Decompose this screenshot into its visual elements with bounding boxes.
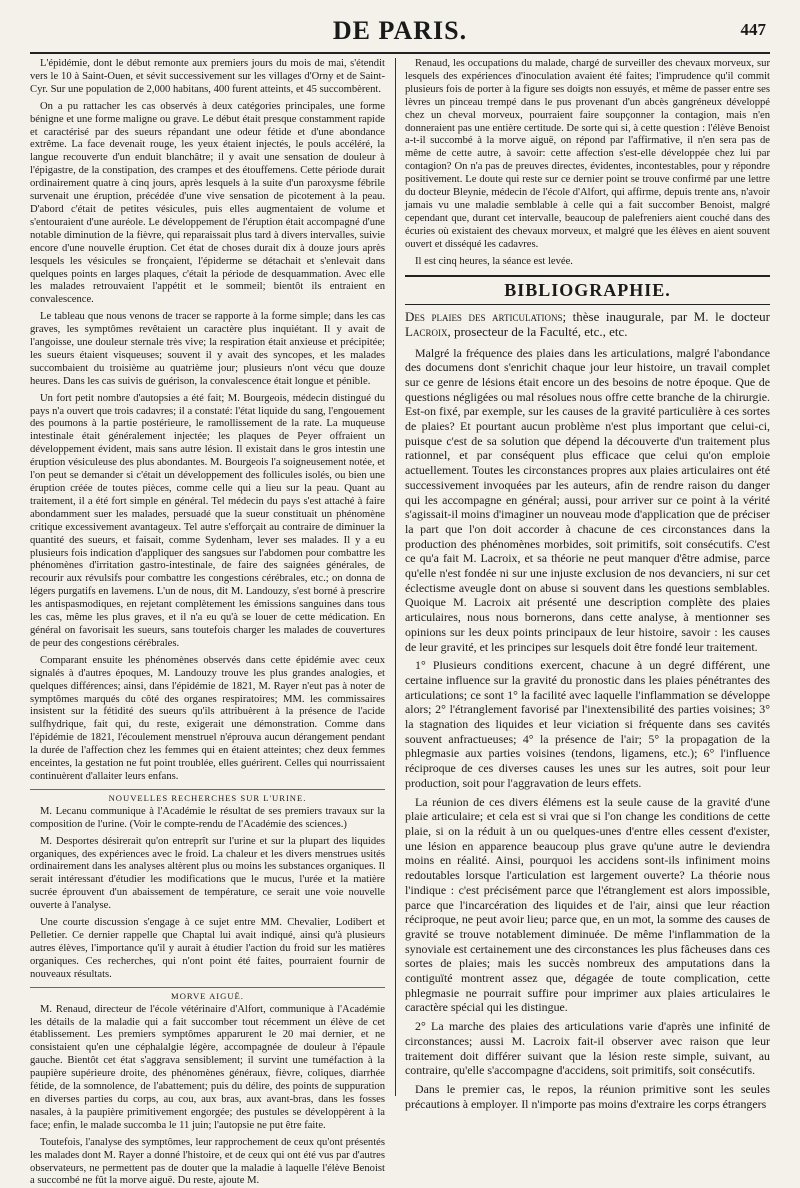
paragraph: Une courte discussion s'engage à ce sujet entre MM. Chevalier, Lodibert et Pelletier. Ce dernier rappelle que Chaptal lui avait indiqué, ainsi qu'à plusieurs autres élèves, l'importance qu'il y aurait à étudier l'action du froid sur les matières organiques. Ces recherches, qui n'ont point été faites, pourraient fournir de nouveaux résultats. [30, 917, 385, 980]
work-author-title: , prosecteur de la Faculté, etc., etc. [447, 324, 628, 339]
column-divider [395, 58, 396, 1096]
work-title: Des plaies des articulations [405, 308, 563, 324]
left-column [30, 58, 385, 1187]
subheading-urine: NOUVELLES RECHERCHES SUR L'URINE. [30, 789, 385, 803]
newspaper-page [30, 14, 770, 1187]
paragraph: M. Desportes désirerait qu'on entreprît sur l'urine et sur la plupart des liquides organiques, des expériences avec le froid. La chaleur et les divers menstrues usités ordinairement dans les analyses altèrent plus ou moins les substances organiques. Il serait intéressant d'étudier les modifications que le mucus, l'urée et la matière sucrée éprouvent d'un abaissement de température, ce serait une voie nouvelle ouverte à l'analyse. [30, 835, 385, 912]
paragraph: 2° La marche des plaies des articulations varie d'après une infinité de circonstances; aussi M. Lacroix fait-il observer avec raison que leur traitement doit différer suivant que la lésion reste simple, suivant, au contraire, qu'elle s'accompagne d'accidens, soit primitifs, soit consécutifs. [405, 1019, 770, 1078]
paragraph: Renaud, les occupations du malade, chargé de surveiller des chevaux morveux, sur lesquels des expériences d'inoculation avaient été faites; l'imprudence qu'il commit plusieurs fois de porter à la figure ses doigts non essuyés, et même de passer entre ses lèvres un pinceau trempé dans le pus provenant d'un abcès gangréneux développé chez un cheval morveux, pourraient faire soupçonner la contagion, mais n'en donneraient pas une entière certitude. De sorte qui si, à cette question : l'élève Benoist a-t-il succombé à la morve aiguë, on répond par l'affirmative, il n'en sera pas de même de cette autre, à savoir: cette affection s'est-elle développée chez lui par contagion? On n'a pas de preuves directes, évidentes, incontestables, pour y répondre positivement. Le doute qui reste sur ce dernier point se trouve confirmé par une lettre du docteur Bleynie, médecin de l'école d'Alfort, qui affirme, depuis trente ans, n'avoir jamais vu une maladie semblable à celle qui a fait succomber Benoist, malgré cependant que, durant cet intervalle, beaucoup de palefreniers aient couché dans des écuries où existaient des chevaux morveux, et malgré que les élèves en aient souvent ouvert et disséqué les cadavres. [405, 58, 770, 250]
section-title-bibliographie: BIBLIOGRAPHIE. [405, 275, 770, 305]
paragraph: Il est cinq heures, la séance est levée. [415, 255, 573, 267]
right-column [405, 58, 770, 1111]
paragraph: Comparant ensuite les phénomènes observés dans cette épidémie avec ceux signalés à d'autres époques, M. Landouzy trouve les plus grandes analogies, et quelques différences; ainsi, dans l'épidémie de 1821, M. Rayer n'eut pas à noter de symptômes marqués du côté des organes respiratoires; MM. les commissaires insistent sur la fétidité des sueurs qu'ils attribuèrent à la présence de l'acide sulfhydrique, fait qui, du reste, exigerait une démonstration. Comme dans l'épidémie de 1821, l'écoulement menstruel n'éprouva aucun dérangement pendant la durée de l'affection chez les femmes qui en étaient atteintes; chez deux femmes enceintes, la gestation ne fut point troublée, elles guérirent. Celles qui nourrissaient continuèrent d'allaiter leurs enfans. [30, 654, 385, 782]
paragraph: 1° Plusieurs conditions exercent, chacune à un degré différent, une certaine influence sur la gravité du pronostic dans les plaies pénétrantes des articulations; ce sont 1° la facilité avec laquelle l'inflammation se développe alors; 2° l'étranglement favorisé par l'inextensibilité des parties voisines; 3° la stagnation des liquides et leur viciation si fréquente dans ses cavités souvent anfractueuses; 4° la présence de l'air; 5° la propagation de la phlegmasie aux parties voisines (tendons, ligamens, etc.); 6° l'influence réciproque de ces diverses causes les unes sur les autres, soit pour leur production, soit pour l'aggravation de leurs effets. [405, 658, 770, 790]
paragraph: Un fort petit nombre d'autopsies a été fait; M. Bourgeois, médecin distingué du pays n'a ouvert que trois cadavres; il a constaté: l'état liquide du sang, l'engouement des poumons à la partie postérieure, le ramollissement de la rate. La muqueuse intestinale était généralement injectée; les plaques de Peyer offraient un développement évident, mais sans autre lésion. Il existait dans le gros intestin une éruption vésiculeuse des plus abondantes. M. Bourgeois l'a soigneusement notée, et l'on peut se demander si c'était un développement des follicules isolés, ou bien une éruption créée de toutes pièces, comme celle qui a lieu sur la peau. Quant au traitement, il a été fort simple en général. Tel médecin du pays s'est attaché à faire abondamment suer les malades, persuadé que la sueur constituait un phénomène critique excessivement avantageux. Tel autre s'efforçait au contraire de diminuer la quantité des sueurs, et faisait, comme Sydenham, lever ses malades. Il y a eu plusieurs fois indication d'appliquer des sangsues sur l'abdomen pour combattre les phénomènes d'irritation gastro-intestinale, de faire des saignées générales, de recourir aux révulsifs pour combattre les congestions cérébrales, etc.; on donna de légers purgatifs en lavemens. L'un de nous, dit M. Landouzy, s'est borné à prescrire les antispasmodiques, en rejetant complètement les émissions sanguines dans tous les cas, même les plus graves, et il n'a eu qu'à se louer de cette médication. En général on favorisait les sueurs, sans toutefois charger les malades de couvertures de peur des congestions cérébrales. [30, 392, 385, 649]
paragraph: M. Lecanu communique à l'Académie le résultat de ses premiers travaux sur la composition de l'urine. (Voir le compte-rendu de l'Académie des sciences.) [30, 805, 385, 830]
masthead [30, 14, 770, 54]
subheading-morve: MORVE AIGUË. [30, 987, 385, 1001]
paragraph: M. Renaud, directeur de l'école vétérinaire d'Alfort, communique à l'Académie les détails de la maladie qui a fait succomber tout récemment un élève de cet établissement. Les premiers symptômes apparurent le 20 mai dernier, et ne consistaient qu'en une céphalalgie légère, accompagnée de douleur à l'épaule gauche. Bientôt cet état s'aggrava sensiblement; il survint une tuméfaction à la paupière supérieure droite, des phénomènes généraux, fièvre, coliques, diarrhée fétide, de la somnolence, de l'abattement; puis du délire, des points de suppuration en diverses parties du corps, au cou, aux bras, aux avant-bras, dans les fosses nasales, à la paupière primitivement engorgée; des pustules se développèrent à la face; enfin, le malade succomba le 11 juin; l'autopsie ne put être faite. [30, 1003, 385, 1131]
masthead-title: DE PARIS. [332, 16, 468, 45]
page-number: 447 [740, 20, 766, 39]
reviewed-work-title [405, 309, 770, 340]
paragraph: Le tableau que nous venons de tracer se rapporte à la forme simple; dans les cas graves, les symptômes revêtaient un caractère plus inquiétant. Il y avait de l'angoisse, une douleur sternale très vive; la respiration était anxieuse et précipitée; les sueurs étaient visqueuses; souvent il y avait des syncopes, et les malades succombaient du troisième au quatrième jour; plusieurs n'ont vécu que douze heures. Dans les cas suivis de guérison, la convalescence était longue et pénible. [30, 311, 385, 387]
paragraph: On a pu rattacher les cas observés à deux catégories principales, une forme bénigne et une forme maligne ou grave. Le début était presque constamment rapide et caractérisé par des sueurs répandant une odeur fétide et d'une abondance extrême. La face devenait rouge, les yeux étaient injectés, le pouls accéléré, la langue recouverte d'un enduit blanchâtre; il y avait une sensation de douleur à l'épigastre, de la constipation, des crampes et des étouffemens. Cette période durait ordinairement quatre à cinq jours, après lesquels à la suite d'un paroxysme fébrile survenait une éruption, précédée d'une vive sensation de picotement à la peau. D'abord c'était de petites vésicules, puis elles augmentaient de volume et s'entouraient d'une auréole. Le développement de l'éruption était accompagné d'une notable diminution de la fièvre, qui reparaissait plus tard à divers intervalles, suivie encore d'une nouvelle éruption. Cet état de choses durait dix à douze jours après lesquels les vésicules se fronçaient, l'épiderme se détachait et s'enlevait dans quelques points en larges plaques, c'était la période de desquammation. Avec elle les malades retrouvaient l'appétit et le sommeil; bientôt ils entraient en convalescence. [30, 100, 385, 306]
paragraph: La réunion de ces divers élémens est la seule cause de la gravité d'une plaie articulaire; et cela est si vrai que si l'on change les conditions de cette plaie, si on la réduit à un ou quelques-unes d'entre elles cessent d'exister, une lésion en apparence beaucoup plus grave qu'une autre le deviendra moins en réalité. Ainsi, pourquoi les accidens sont-ils infiniment moins redoutables lorsque l'articulation est largement ouverte? La théorie nous l'indique : c'est précisément parce que l'étranglement est alors impossible, parce que l'incarcération des liquides et de l'air, ainsi que leur réaction réciproque, ne peut avoir lieu; parce que, en un mot, la somme des causes de gravité se trouve notablement diminuée. De même l'inflammation de la synoviale est certainement une des circonstances les plus fâcheuses dans ces sortes de plaies; mais les succès nombreux des amputations dans la contiguïté montrent assez que, dégagée de toute complication, cette phlegmasie ne pourrait suffire pour imprimer aux plaies articulaires le caractère spécial qui les distingue. [405, 794, 770, 1015]
work-author: Lacroix [405, 324, 448, 339]
paragraph: Toutefois, l'analyse des symptômes, leur rapprochement de ceux qu'ont présentés les malades dont M. Rayer a donné l'histoire, et de ceux qui ont été vus par d'autres observateurs, ne permettent pas de douter que la maladie à laquelle l'élève Benoist a succombé ne fût la morve aiguë. Du reste, ajoute M. [30, 1136, 385, 1187]
paragraph: L'épidémie, dont le début remonte aux premiers jours du mois de mai, s'étendit vers le 10 à Saint-Ouen, et sévit successivement sur les villages d'Orny et de Saint-Cyr. Sur une population de 2,000 habitans, 400 furent atteints, et 45 succombèrent. [30, 58, 385, 95]
work-subtitle: ; thèse inaugurale, par M. le docteur [562, 308, 770, 324]
paragraph: Dans le premier cas, le repos, la réunion primitive sont les seules précautions à employer. Il n'importe pas moins d'extraire les corps étrangers [405, 1081, 770, 1111]
paragraph: Malgré la fréquence des plaies dans les articulations, malgré l'abondance des documens dont s'enrichit chaque jour leur histoire, un travail complet sur ce genre de lésions était encore un des besoins de notre époque. Que de questions négligées ou mal résolues nous offre cette branche de la chirurgie. Est-on fixé, par exemple, sur les causes de la gravité particulière à ces sortes de plaies? Et pourtant aucun problème n'est plus important que celui-ci, puisque c'est de sa solution que dépend la découverte d'un traitement plus rationnel, et par conséquent plus efficace que celui qu'on emploie actuellement. Toutes les circonstances propres aux plaies articulaires ont été successivement invoquées par les auteurs, afin de rendre raison du danger qui les accompagne en général; aussi, pour arriver sur ce point à la vérité s'agissait-il moins d'imaginer un nouveau mode d'application que de préciser la part que l'on doit accorder à chacune de ces circonstances dans la production des phénomènes morbides, soit primitifs, soit consécutifs. C'est ce qu'a fait M. Lacroix, et sa théorie ne peut manquer d'être admise, parce qu'elle n'est fondée ni sur une injuste exclusion de nos devanciers, ni sur cet éclectisme aveugle dont on abuse si souvent dans les questions semblables. Quoique M. Lacroix ait présenté une description complète des plaies articulaires, nous nous bornerons, dans cette analyse, à mentionner ses opinions sur les deux points principaux de leur histoire, savoir : les causes de leur gravité, et les principes sur lesquels doit être fondé leur traitement. [405, 345, 770, 654]
columns [30, 58, 770, 1187]
